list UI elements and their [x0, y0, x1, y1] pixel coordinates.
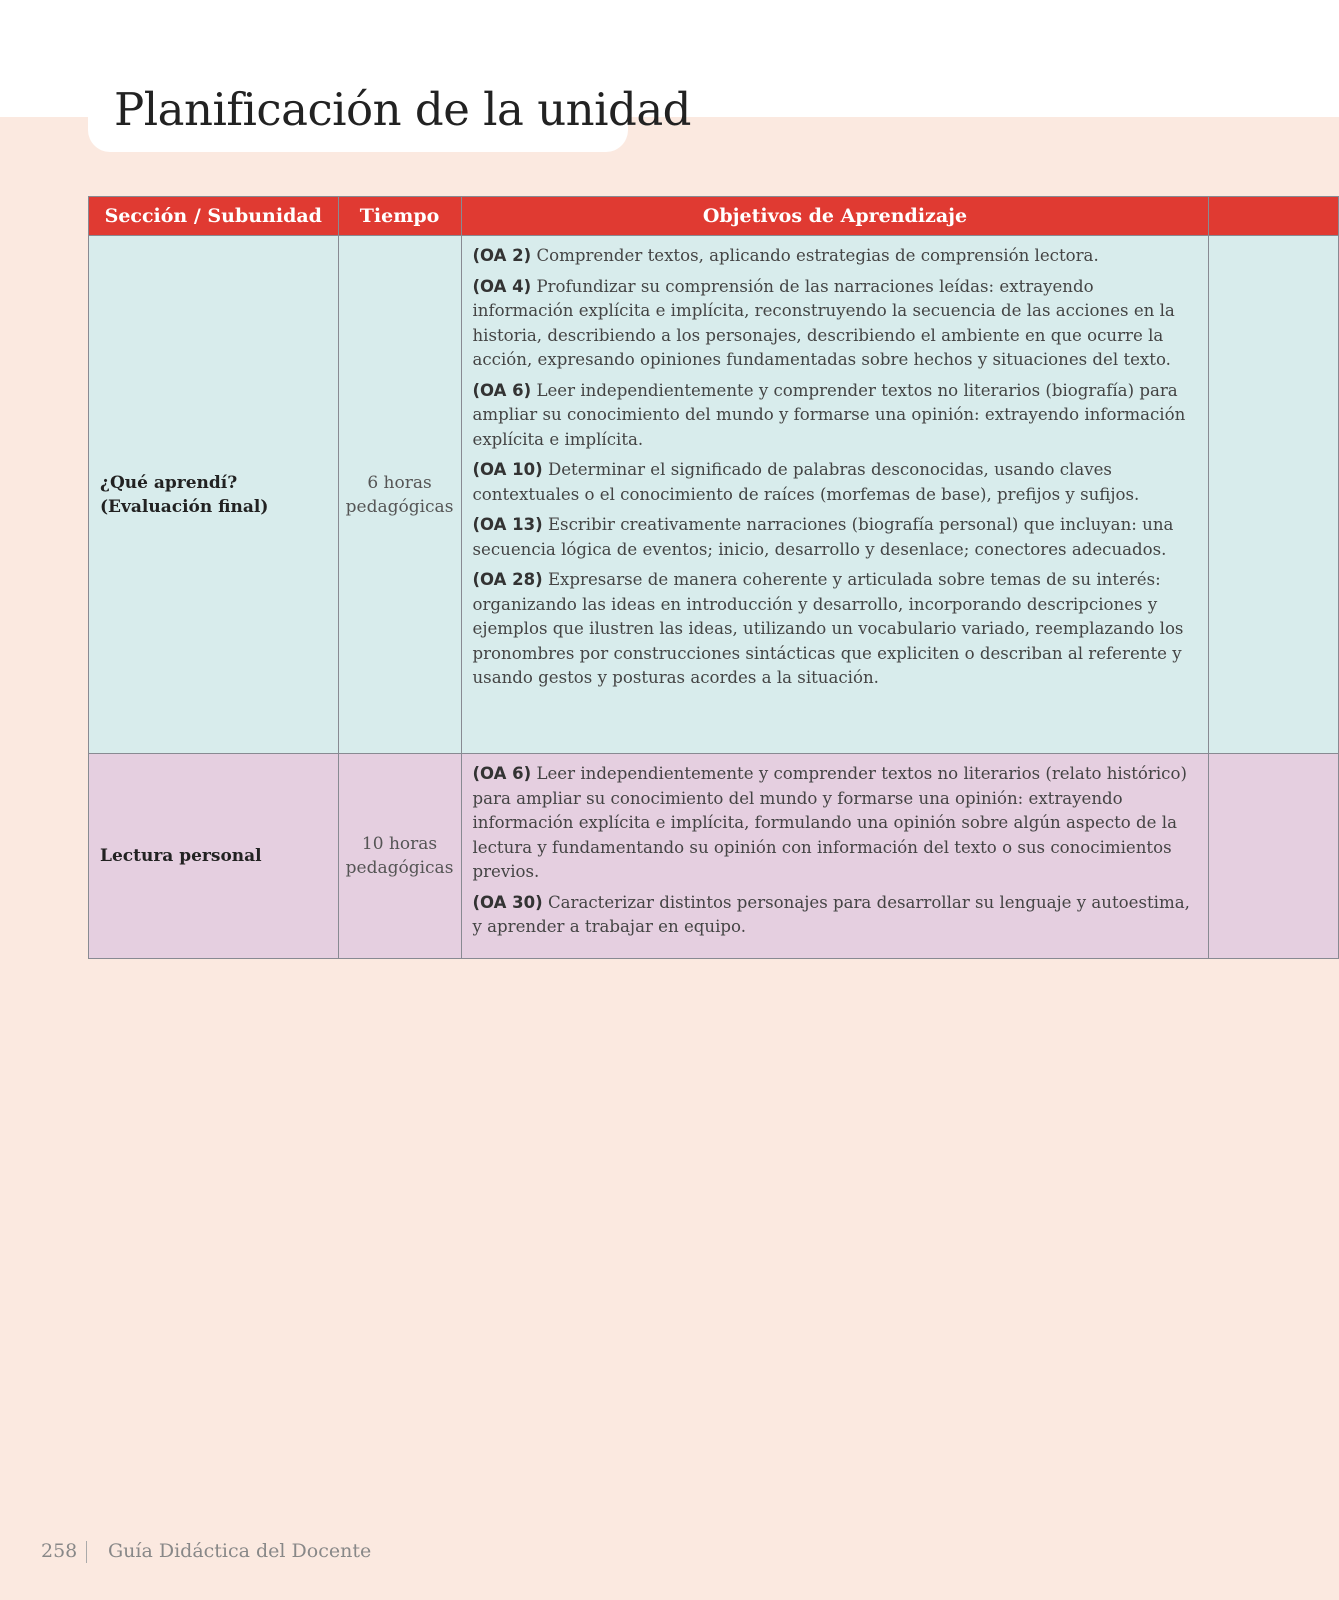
extra-cell: [1209, 236, 1339, 754]
objective-code: (OA 13): [472, 515, 543, 534]
objective-code: (OA 30): [472, 892, 543, 912]
objective-code: (OA 10): [472, 460, 543, 479]
header-objectives: Objetivos de Aprendizaje: [461, 197, 1209, 236]
objective-text: Caracterizar distintos personajes para desarrollar su lenguaje y autoestima, y aprender a trabajar en equipo.: [472, 892, 1190, 936]
objective-item: [473, 568, 1199, 691]
objective-item: [473, 762, 1199, 885]
section-cell: ¿Qué aprendí? (Evaluación final): [89, 236, 339, 754]
objective-text: Expresarse de manera coherente y articulada sobre temas de su interés: organizando las ideas en introducción y desarrollo, incorporando descripciones y ejemplos que ilustren las ideas, utilizando un vocabulario variado, reemplazando los pronombres por construcciones sintácticas que expliciten o describan al referente y usando gestos y posturas acordes a la situación.: [472, 570, 1184, 687]
objective-text: Comprender textos, aplicando estrategias de comprensión lectora.: [536, 246, 1099, 265]
objective-text: Leer independientemente y comprender textos no literarios (relato histórico) para ampliar su conocimiento del mundo y formarse una opinión: extrayendo información explícita e implícita, formulando una opinión sobre algún aspecto de la lectura y fundamentando su opinión con información del texto o sus conocimientos previos.: [472, 764, 1187, 881]
objective-item: [473, 379, 1199, 453]
objectives-cell: [461, 236, 1209, 754]
objective-code: (OA 28): [472, 570, 543, 589]
page-title: Planificación de la unidad: [114, 83, 691, 136]
objective-text: Leer independientemente y comprender textos no literarios (biografía) para ampliar su conocimiento del mundo y formarse una opinión: extrayendo información explícita e implícita.: [472, 380, 1186, 449]
planning-table: [88, 196, 1339, 959]
extra-cell: [1209, 754, 1339, 959]
objective-item: [473, 458, 1199, 507]
objective-item: [473, 891, 1199, 940]
header-extra: [1209, 197, 1339, 236]
objective-code: (OA 2): [472, 246, 532, 265]
objective-text: Determinar el significado de palabras desconocidas, usando claves contextuales o el conocimiento de raíces (morfemas de base), prefijos y sufijos.: [472, 460, 1140, 504]
objectives-cell: [461, 754, 1209, 959]
objective-item: [473, 244, 1199, 269]
footer-divider: [86, 1541, 87, 1563]
objective-text: Escribir creativamente narraciones (biografía personal) que incluyan: una secuencia lógica de eventos; inicio, desarrollo y desenlace; conectores adecuados.: [472, 515, 1174, 559]
time-cell: 10 horas pedagógicas: [338, 754, 461, 959]
section-cell: Lectura personal: [89, 754, 339, 959]
table-header-row: [89, 197, 1339, 236]
objective-code: (OA 6): [472, 764, 532, 783]
guide-title: Guía Didáctica del Docente: [108, 1540, 372, 1562]
header-section: Sección / Subunidad: [89, 197, 339, 236]
objective-text: Profundizar su comprensión de las narraciones leídas: extrayendo información explícita e implícita, reconstruyendo la secuencia de las acciones en la historia, describiendo a los personajes, describiendo el ambiente en que ocurre la acción, expresando opiniones fundamentadas sobre hechos y situaciones del texto.: [472, 276, 1175, 369]
time-cell: 6 horas pedagógicas: [338, 236, 461, 754]
objective-code: (OA 6): [472, 380, 532, 400]
objective-item: [473, 513, 1199, 562]
page-number: 258: [41, 1540, 78, 1562]
objective-item: [473, 275, 1199, 373]
table-row: [89, 236, 1339, 754]
header-time: Tiempo: [338, 197, 461, 236]
objective-code: (OA 4): [472, 276, 532, 296]
table-row: [89, 754, 1339, 959]
